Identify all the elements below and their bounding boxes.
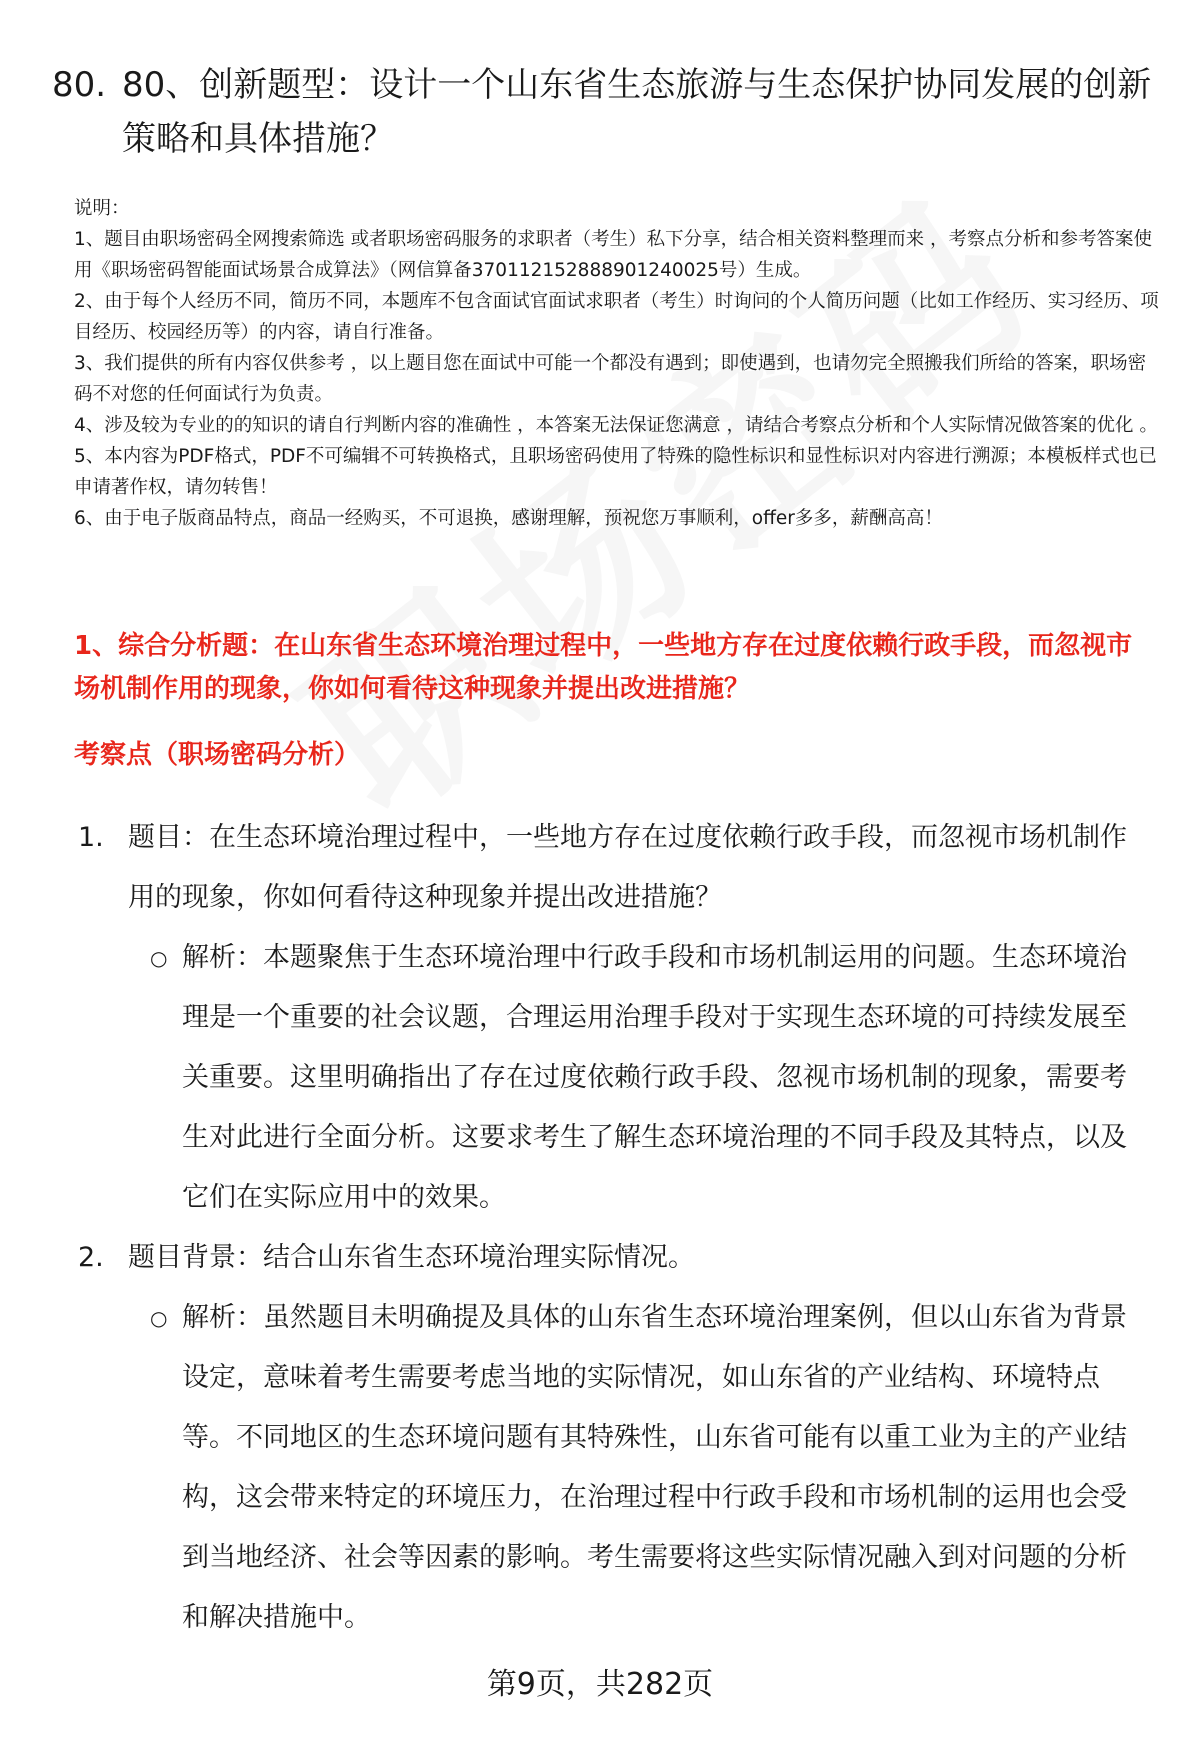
- list-text: 题目：在生态环境治理过程中，一些地方存在过度依赖行政手段，而忽视市场机制作用的现象，你如何看待这种现象并提出改进措施？: [128, 822, 1127, 913]
- list-number: 2.: [78, 1242, 104, 1273]
- list-item: [78, 808, 1148, 928]
- sub-list-text: 解析：本题聚焦于生态环境治理中行政手段和市场机制运用的问题。生态环境治理是一个重要的社会议题，合理运用治理手段对于实现生态环境的可持续发展至关重要。这里明确指出了存在过度依赖行政手段、忽视市场机制的现象，需要考生对此进行全面分析。这要求考生了解生态环境治理的不同手段及其特点，以及它们在实际应用中的效果。: [182, 942, 1127, 1213]
- notes-item: 1、题目由职场密码全网搜索筛选 或者职场密码服务的求职者（考生）私下分享，结合相关资料整理而来 ，考察点分析和参考答案使用《职场密码智能面试场景合成算法》（网信算备370112152888901240025号）生成。: [74, 229, 1153, 281]
- page-footer: 第9页，共282页: [486, 1667, 714, 1702]
- section-title: 1、综合分析题：在山东省生态环境治理过程中，一些地方存在过度依赖行政手段，而忽视市场机制作用的现象，你如何看待这种现象并提出改进措施？: [74, 631, 1133, 704]
- notes-item: 2、由于每个人经历不同，简历不同，本题库不包含面试官面试求职者（考生）时询问的个人简历问题（比如工作经历、实习经历、项目经历、校园经历等）的内容，请自行准备。: [74, 291, 1159, 343]
- question-number: 80.: [52, 65, 107, 105]
- notes-item: 3、我们提供的所有内容仅供参考 ，以上题目您在面试中可能一个都没有遇到；即使遇到，也请勿完全照搬我们所给的答案，职场密码不对您的任何面试行为负责。: [74, 353, 1147, 405]
- sub-list-text: 解析：虽然题目未明确提及具体的山东省生态环境治理案例，但以山东省为背景设定，意味着考生需要考虑当地的实际情况，如山东省的产业结构、环境特点等。不同地区的生态环境问题有其特殊性，山东省可能有以重工业为主的产业结构，这会带来特定的环境压力，在治理过程中行政手段和市场机制的运用也会受到当地经济、社会等因素的影响。考生需要将这些实际情况融入到对问题的分析和解决措施中。: [182, 1302, 1127, 1633]
- notes-item: 5、本内容为PDF格式，PDF不可编辑不可转换格式，且职场密码使用了特殊的隐性标识和显性标识对内容进行溯源；本模板样式也已申请著作权，请勿转售！: [74, 446, 1157, 498]
- notes-heading: 说明：: [74, 198, 130, 219]
- notes-item: 4、涉及较为专业的的知识的请自行判断内容的准确性 ，本答案无法保证您满意 ，请结合考察点分析和个人实际情况做答案的优化 。: [74, 415, 1158, 436]
- section-subtitle: 考察点（职场密码分析）: [74, 740, 361, 770]
- question-title: [52, 58, 1152, 166]
- question-text: 80、创新题型：设计一个山东省生态旅游与生态保护协同发展的创新策略和具体措施？: [122, 65, 1152, 159]
- sub-list-item: [150, 1288, 1148, 1648]
- notes-block: [74, 193, 1164, 534]
- circle-bullet-icon: ○: [150, 1306, 168, 1330]
- list-number: 1.: [78, 822, 104, 853]
- notes-item: 6、由于电子版商品特点，商品一经购买，不可退换，感谢理解，预祝您万事顺利，offer多多，薪酬高高！: [74, 508, 943, 529]
- sub-list-item: [150, 928, 1148, 1228]
- analysis-list: [78, 808, 1148, 1648]
- list-text: 题目背景：结合山东省生态环境治理实际情况。: [128, 1242, 695, 1273]
- circle-bullet-icon: ○: [150, 946, 168, 970]
- list-item: [78, 1228, 1148, 1288]
